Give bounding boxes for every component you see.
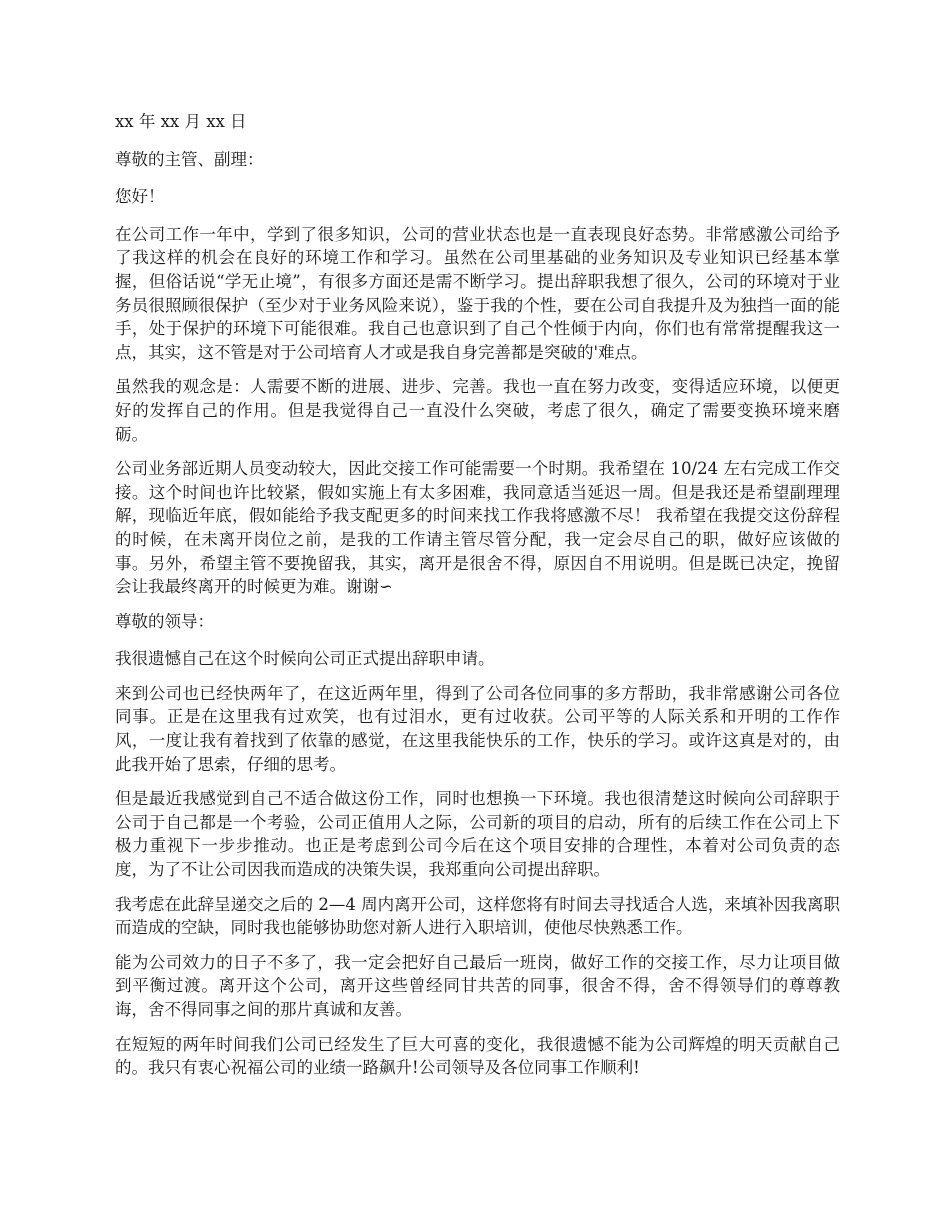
salutation-supervisors: 尊敬的主管、副理：	[115, 149, 264, 169]
greeting: 您好！	[115, 187, 165, 207]
paragraph: 来到公司也已经快两年了，在这近两年里，得到了公司各位同事的多方帮助，我非常感谢公司各位同事。正是在这里我有过欢笑，也有过泪水，更有过收获。公司平等的人际关系和开明的工作作风，一度让我有着找到了依靠的感觉，在这里我能快乐的工作，快乐的学习。或许这真是对的，由此我开始了思索，仔细的思考。	[115, 683, 840, 774]
paragraph: 在短短的两年时间我们公司已经发生了巨大可喜的变化，我很遗憾不能为公司辉煌的明天贡献自己的。我只有衷心祝福公司的业绩一路飙升!公司领导及各位同事工作顺利!	[115, 1034, 840, 1078]
paragraph: 能为公司效力的日子不多了，我一定会把好自己最后一班岗，做好工作的交接工作，尽力让项目做到平衡过渡。离开这个公司，离开这些曾经同甘共苦的同事，很舍不得，舍不得领导们的尊尊教诲，舍不得同事之间的那片真诚和友善。	[115, 952, 840, 1019]
paragraph: 公司业务部近期人员变动较大，因此交接工作可能需要一个时期。我希望在 10/24 左右完成工作交接。这个时间也许比较紧，假如实施上有太多困难，我同意适当延迟一周。但是我还是希望副理理解，现临近年底，假如能给予我支配更多的时间来找工作我将感激不尽！ 我希望在我提交这份辞程的时候，在未离开岗位之前，是我的工作请主管尽管分配，我一定会尽自己的职，做好应该做的事。另外，希望主管不要挽留我，其实，离开是很舍不得，原因自不用说明。但是既已决定，挽留会让我最终离开的时候更为难。谢谢∽	[115, 459, 840, 597]
paragraph: 但是最近我感觉到自己不适合做这份工作，同时也想换一下环境。我也很清楚这时候向公司辞职于公司于自己都是一个考验，公司正值用人之际，公司新的项目的启动，所有的后续工作在公司上下极力重视下一步步推动。也正是考虑到公司今后在这个项目安排的合理性，本着对公司负责的态度，为了不让公司因我而造成的决策失误，我郑重向公司提出辞职。	[115, 789, 840, 880]
paragraph: 我考虑在此辞呈递交之后的 2—4 周内离开公司，这样您将有时间去寻找适合人选，来填补因我离职而造成的空缺，同时我也能够协助您对新人进行入职培训，使他尽快熟悉工作。	[115, 894, 840, 938]
salutation-leaders: 尊敬的领导：	[115, 611, 214, 631]
paragraph: 我很遗憾自己在这个时候向公司正式提出辞职申请。	[115, 649, 495, 669]
paragraph: 在公司工作一年中，学到了很多知识，公司的营业状态也是一直表现良好态势。非常感激公司给予了我这样的机会在良好的环境工作和学习。虽然在公司里基础的业务知识及专业知识已经基本掌握，但俗话说“学无止境”，有很多方面还是需不断学习。提出辞职我想了很久，公司的环境对于业务员很照顾很保护（至少对于业务风险来说），鉴于我的个性，要在公司自我提升及为独挡一面的能手，处于保护的环境下可能很难。我自己也意识到了自己个性倾于内向，你们也有常常提醒我这一点，其实，这不管是对于公司培育人才或是我自身完善都是突破的'难点。	[115, 224, 840, 362]
document-body	[115, 110, 840, 1091]
paragraph: 虽然我的观念是：人需要不断的进展、进步、完善。我也一直在努力改变，变得适应环境，以便更好的发挥自己的作用。但是我觉得自己一直没什么突破，考虑了很久，确定了需要变换环境来磨砺。	[115, 377, 840, 444]
letter-date: xx 年 xx 月 xx 日	[115, 112, 247, 131]
